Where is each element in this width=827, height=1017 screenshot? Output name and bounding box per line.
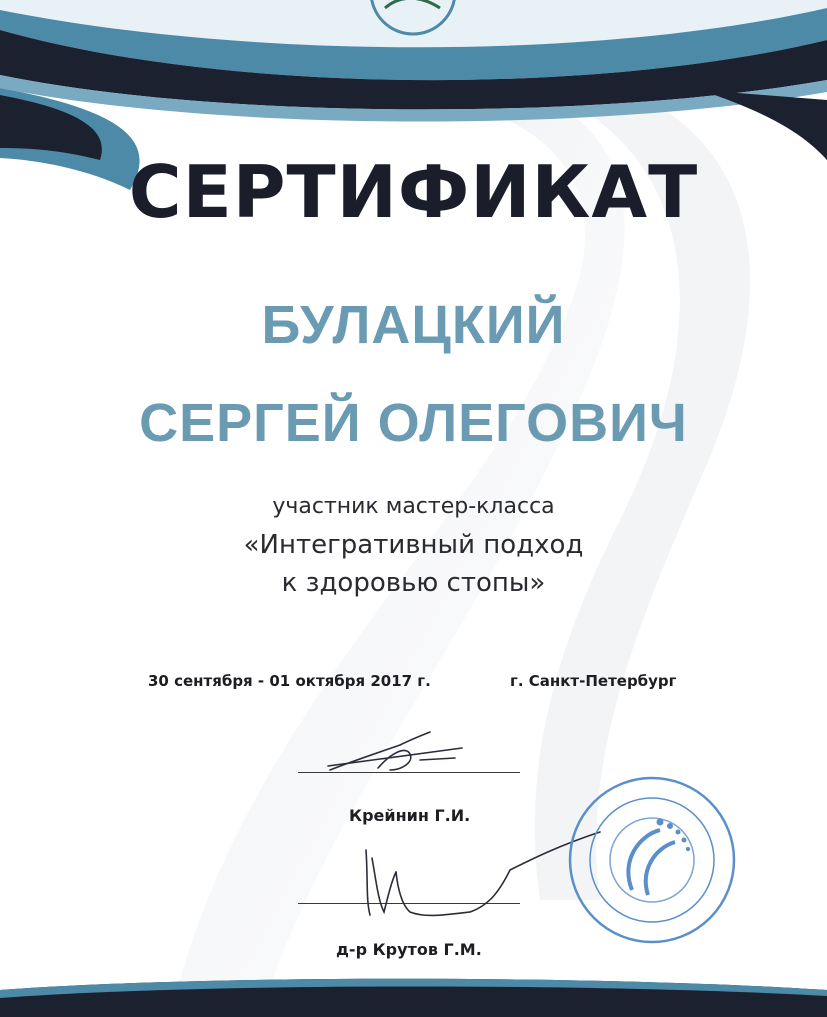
certificate-title: СЕРТИФИКАТ (128, 150, 699, 234)
signature-line-2 (298, 903, 520, 904)
recipient-surname: БУЛАЦКИЙ (261, 295, 566, 355)
signer-name-2: д-р Крутов Г.М. (336, 940, 482, 959)
participant-role: участник мастер-класса (272, 494, 555, 519)
signature-line-1 (298, 772, 520, 773)
signer-name-1: Крейнин Г.И. (349, 806, 471, 825)
event-city: г. Санкт-Петербург (510, 672, 677, 690)
event-dates: 30 сентября - 01 октября 2017 г. (148, 672, 431, 690)
course-title-line1: «Интегративный подход (243, 530, 584, 560)
recipient-given-names: СЕРГЕЙ ОЛЕГОВИЧ (139, 393, 688, 453)
course-title-line2: к здоровью стопы» (281, 568, 546, 598)
